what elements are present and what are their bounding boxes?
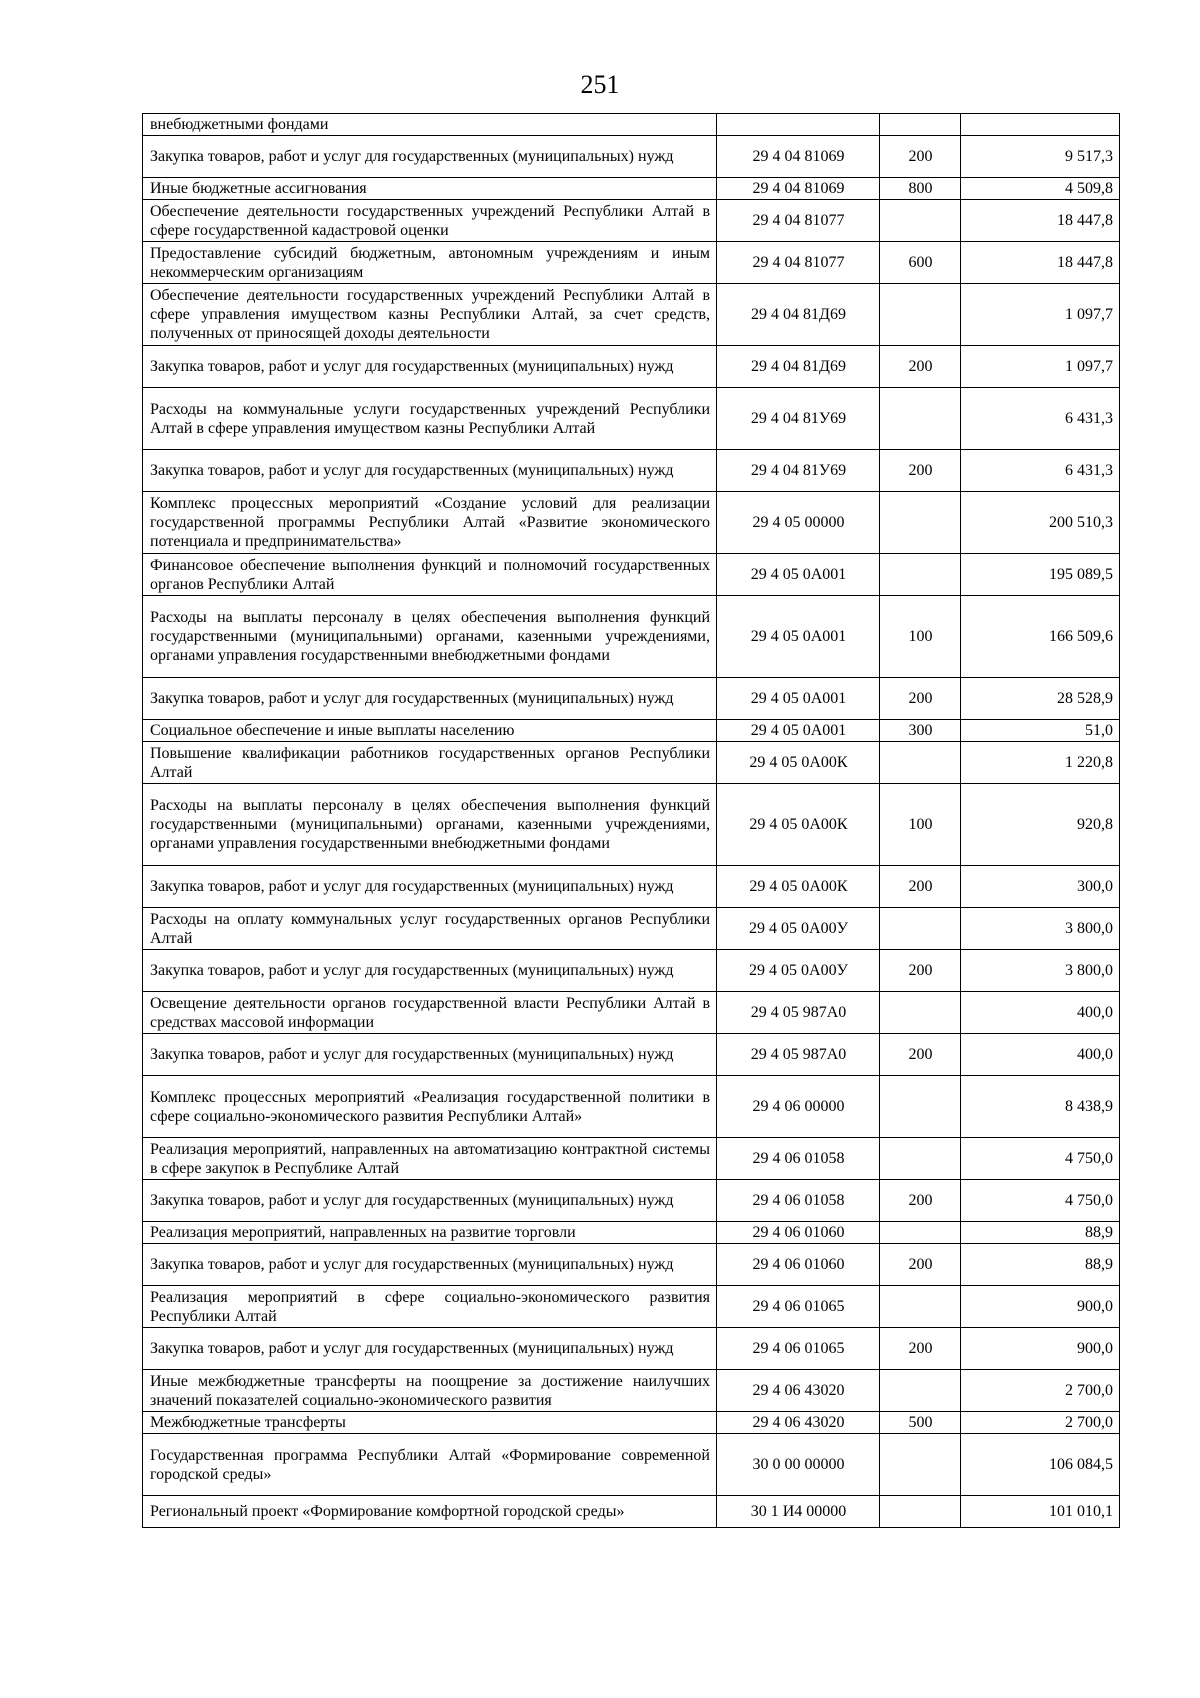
table-row	[143, 178, 1120, 200]
table-row	[143, 450, 1120, 492]
row-code: 29 4 04 81Д69	[717, 284, 880, 346]
row-expense-type	[880, 1434, 961, 1496]
table-row	[143, 1244, 1120, 1286]
row-expense-type: 300	[880, 720, 961, 742]
table-row	[143, 1370, 1120, 1412]
row-sum: 4 750,0	[961, 1180, 1120, 1222]
row-expense-type	[880, 742, 961, 784]
row-sum: 106 084,5	[961, 1434, 1120, 1496]
table-row	[143, 596, 1120, 678]
row-expense-type: 200	[880, 136, 961, 178]
table-row	[143, 554, 1120, 596]
row-name: внебюджетными фондами	[143, 114, 717, 136]
row-code: 29 4 06 01065	[717, 1286, 880, 1328]
row-sum: 900,0	[961, 1286, 1120, 1328]
row-sum: 88,9	[961, 1244, 1120, 1286]
row-code: 29 4 06 01058	[717, 1138, 880, 1180]
row-expense-type	[880, 114, 961, 136]
row-sum: 9 517,3	[961, 136, 1120, 178]
row-sum: 51,0	[961, 720, 1120, 742]
row-sum: 400,0	[961, 1034, 1120, 1076]
row-code: 29 4 05 0А001	[717, 596, 880, 678]
row-name: Закупка товаров, работ и услуг для государственных (муниципальных) нужд	[143, 1328, 717, 1370]
row-sum: 3 800,0	[961, 950, 1120, 992]
row-code: 29 4 06 01060	[717, 1222, 880, 1244]
row-code: 29 4 06 01060	[717, 1244, 880, 1286]
row-code: 29 4 05 0А00У	[717, 908, 880, 950]
row-expense-type	[880, 908, 961, 950]
row-name: Региональный проект «Формирование комфортной городской среды»	[143, 1496, 717, 1528]
row-expense-type	[880, 1076, 961, 1138]
row-name: Межбюджетные трансферты	[143, 1412, 717, 1434]
row-expense-type	[880, 284, 961, 346]
row-expense-type	[880, 992, 961, 1034]
row-expense-type	[880, 1370, 961, 1412]
row-name: Расходы на коммунальные услуги государственных учреждений Республики Алтай в сфере управления имуществом казны Республики Алтай	[143, 388, 717, 450]
row-sum: 4 509,8	[961, 178, 1120, 200]
row-code: 29 4 04 81077	[717, 242, 880, 284]
row-name: Социальное обеспечение и иные выплаты населению	[143, 720, 717, 742]
row-code: 29 4 06 00000	[717, 1076, 880, 1138]
row-expense-type: 200	[880, 866, 961, 908]
row-code: 29 4 05 0А001	[717, 554, 880, 596]
row-sum: 900,0	[961, 1328, 1120, 1370]
row-name: Финансовое обеспечение выполнения функций и полномочий государственных органов Республики Алтай	[143, 554, 717, 596]
row-sum: 920,8	[961, 784, 1120, 866]
row-sum: 4 750,0	[961, 1138, 1120, 1180]
table-row	[143, 1138, 1120, 1180]
table-row	[143, 784, 1120, 866]
table-row	[143, 242, 1120, 284]
table-row	[143, 992, 1120, 1034]
table-row	[143, 720, 1120, 742]
table-row	[143, 346, 1120, 388]
row-code: 29 4 04 81077	[717, 200, 880, 242]
row-expense-type: 200	[880, 1328, 961, 1370]
row-sum: 1 097,7	[961, 284, 1120, 346]
row-code	[717, 114, 880, 136]
row-sum: 6 431,3	[961, 388, 1120, 450]
row-code: 29 4 04 81У69	[717, 450, 880, 492]
row-expense-type: 100	[880, 784, 961, 866]
row-expense-type: 200	[880, 1034, 961, 1076]
row-sum	[961, 114, 1120, 136]
row-name: Обеспечение деятельности государственных учреждений Республики Алтай в сфере управления имуществом казны Республики Алтай, за счет средств, полученных от приносящей доходы деятельности	[143, 284, 717, 346]
row-name: Закупка товаров, работ и услуг для государственных (муниципальных) нужд	[143, 1244, 717, 1286]
row-name: Закупка товаров, работ и услуг для государственных (муниципальных) нужд	[143, 346, 717, 388]
row-expense-type: 100	[880, 596, 961, 678]
row-name: Иные бюджетные ассигнования	[143, 178, 717, 200]
row-sum: 28 528,9	[961, 678, 1120, 720]
row-code: 29 4 05 0А00К	[717, 742, 880, 784]
row-code: 29 4 05 987А0	[717, 1034, 880, 1076]
row-name: Закупка товаров, работ и услуг для государственных (муниципальных) нужд	[143, 450, 717, 492]
table-row	[143, 200, 1120, 242]
page-number: 251	[580, 70, 620, 99]
row-sum: 101 010,1	[961, 1496, 1120, 1528]
table-row	[143, 1076, 1120, 1138]
table-row	[143, 1222, 1120, 1244]
row-name: Реализация мероприятий в сфере социально-экономического развития Республики Алтай	[143, 1286, 717, 1328]
row-code: 29 4 06 01065	[717, 1328, 880, 1370]
table-row	[143, 678, 1120, 720]
row-name: Обеспечение деятельности государственных учреждений Республики Алтай в сфере государственной кадастровой оценки	[143, 200, 717, 242]
row-sum: 200 510,3	[961, 492, 1120, 554]
row-expense-type: 600	[880, 242, 961, 284]
row-code: 29 4 04 81069	[717, 136, 880, 178]
row-name: Закупка товаров, работ и услуг для государственных (муниципальных) нужд	[143, 866, 717, 908]
row-name: Государственная программа Республики Алтай «Формирование современной городской среды»	[143, 1434, 717, 1496]
row-name: Расходы на выплаты персоналу в целях обеспечения выполнения функций государственными (муниципальными) органами, казенными учреждениями, органами управления государственными внебюджетными фондами	[143, 784, 717, 866]
row-expense-type: 200	[880, 1180, 961, 1222]
row-sum: 300,0	[961, 866, 1120, 908]
row-sum: 18 447,8	[961, 242, 1120, 284]
row-name: Комплекс процессных мероприятий «Создание условий для реализации государственной программы Республики Алтай «Развитие экономического потенциала и предпринимательства»	[143, 492, 717, 554]
table-row	[143, 866, 1120, 908]
row-code: 29 4 04 81Д69	[717, 346, 880, 388]
row-name: Освещение деятельности органов государственной власти Республики Алтай в средствах массовой информации	[143, 992, 717, 1034]
row-code: 29 4 05 0А001	[717, 720, 880, 742]
row-sum: 166 509,6	[961, 596, 1120, 678]
table-row	[143, 492, 1120, 554]
row-code: 29 4 05 0А00К	[717, 866, 880, 908]
row-expense-type	[880, 554, 961, 596]
table-row	[143, 1328, 1120, 1370]
row-sum: 3 800,0	[961, 908, 1120, 950]
row-sum: 88,9	[961, 1222, 1120, 1244]
row-name: Закупка товаров, работ и услуг для государственных (муниципальных) нужд	[143, 950, 717, 992]
row-expense-type	[880, 1286, 961, 1328]
table-row	[143, 114, 1120, 136]
row-expense-type	[880, 492, 961, 554]
row-code: 29 4 05 0А001	[717, 678, 880, 720]
row-code: 29 4 05 987А0	[717, 992, 880, 1034]
table-row	[143, 1034, 1120, 1076]
row-code: 29 4 04 81069	[717, 178, 880, 200]
row-sum: 8 438,9	[961, 1076, 1120, 1138]
row-name: Закупка товаров, работ и услуг для государственных (муниципальных) нужд	[143, 678, 717, 720]
row-sum: 18 447,8	[961, 200, 1120, 242]
table-row	[143, 284, 1120, 346]
row-expense-type: 200	[880, 678, 961, 720]
table-row	[143, 950, 1120, 992]
row-code: 29 4 06 01058	[717, 1180, 880, 1222]
row-name: Закупка товаров, работ и услуг для государственных (муниципальных) нужд	[143, 1034, 717, 1076]
table-row	[143, 1412, 1120, 1434]
row-sum: 1 220,8	[961, 742, 1120, 784]
table-row	[143, 1286, 1120, 1328]
row-code: 29 4 05 00000	[717, 492, 880, 554]
row-name: Иные межбюджетные трансферты на поощрение за достижение наилучших значений показателей социально-экономического развития	[143, 1370, 717, 1412]
row-sum: 2 700,0	[961, 1370, 1120, 1412]
table-row	[143, 1180, 1120, 1222]
row-sum: 1 097,7	[961, 346, 1120, 388]
row-code: 30 0 00 00000	[717, 1434, 880, 1496]
row-expense-type: 200	[880, 450, 961, 492]
row-expense-type	[880, 1496, 961, 1528]
row-name: Реализация мероприятий, направленных на развитие торговли	[143, 1222, 717, 1244]
row-code: 29 4 04 81У69	[717, 388, 880, 450]
row-expense-type: 200	[880, 346, 961, 388]
row-expense-type	[880, 388, 961, 450]
row-code: 29 4 05 0А00К	[717, 784, 880, 866]
row-expense-type: 200	[880, 950, 961, 992]
row-expense-type: 800	[880, 178, 961, 200]
budget-table-body	[143, 114, 1120, 1528]
row-name: Предоставление субсидий бюджетным, автономным учреждениям и иным некоммерческим организациям	[143, 242, 717, 284]
row-expense-type: 200	[880, 1244, 961, 1286]
row-name: Повышение квалификации работников государственных органов Республики Алтай	[143, 742, 717, 784]
row-sum: 195 089,5	[961, 554, 1120, 596]
row-sum: 6 431,3	[961, 450, 1120, 492]
row-expense-type: 500	[880, 1412, 961, 1434]
row-name: Комплекс процессных мероприятий «Реализация государственной политики в сфере социально-экономического развития Республики Алтай»	[143, 1076, 717, 1138]
row-expense-type	[880, 1222, 961, 1244]
row-sum: 2 700,0	[961, 1412, 1120, 1434]
table-row	[143, 742, 1120, 784]
row-code: 29 4 05 0А00У	[717, 950, 880, 992]
table-row	[143, 1496, 1120, 1528]
table-row	[143, 1434, 1120, 1496]
row-code: 29 4 06 43020	[717, 1370, 880, 1412]
table-row	[143, 388, 1120, 450]
row-name: Закупка товаров, работ и услуг для государственных (муниципальных) нужд	[143, 136, 717, 178]
row-expense-type	[880, 1138, 961, 1180]
row-name: Расходы на оплату коммунальных услуг государственных органов Республики Алтай	[143, 908, 717, 950]
row-sum: 400,0	[961, 992, 1120, 1034]
budget-table	[142, 113, 1120, 1528]
table-row	[143, 908, 1120, 950]
row-code: 29 4 06 43020	[717, 1412, 880, 1434]
row-expense-type	[880, 200, 961, 242]
table-row	[143, 136, 1120, 178]
row-name: Реализация мероприятий, направленных на автоматизацию контрактной системы в сфере закупок в Республике Алтай	[143, 1138, 717, 1180]
row-name: Расходы на выплаты персоналу в целях обеспечения выполнения функций государственными (муниципальными) органами, казенными учреждениями, органами управления государственными внебюджетными фондами	[143, 596, 717, 678]
row-code: 30 1 И4 00000	[717, 1496, 880, 1528]
row-name: Закупка товаров, работ и услуг для государственных (муниципальных) нужд	[143, 1180, 717, 1222]
